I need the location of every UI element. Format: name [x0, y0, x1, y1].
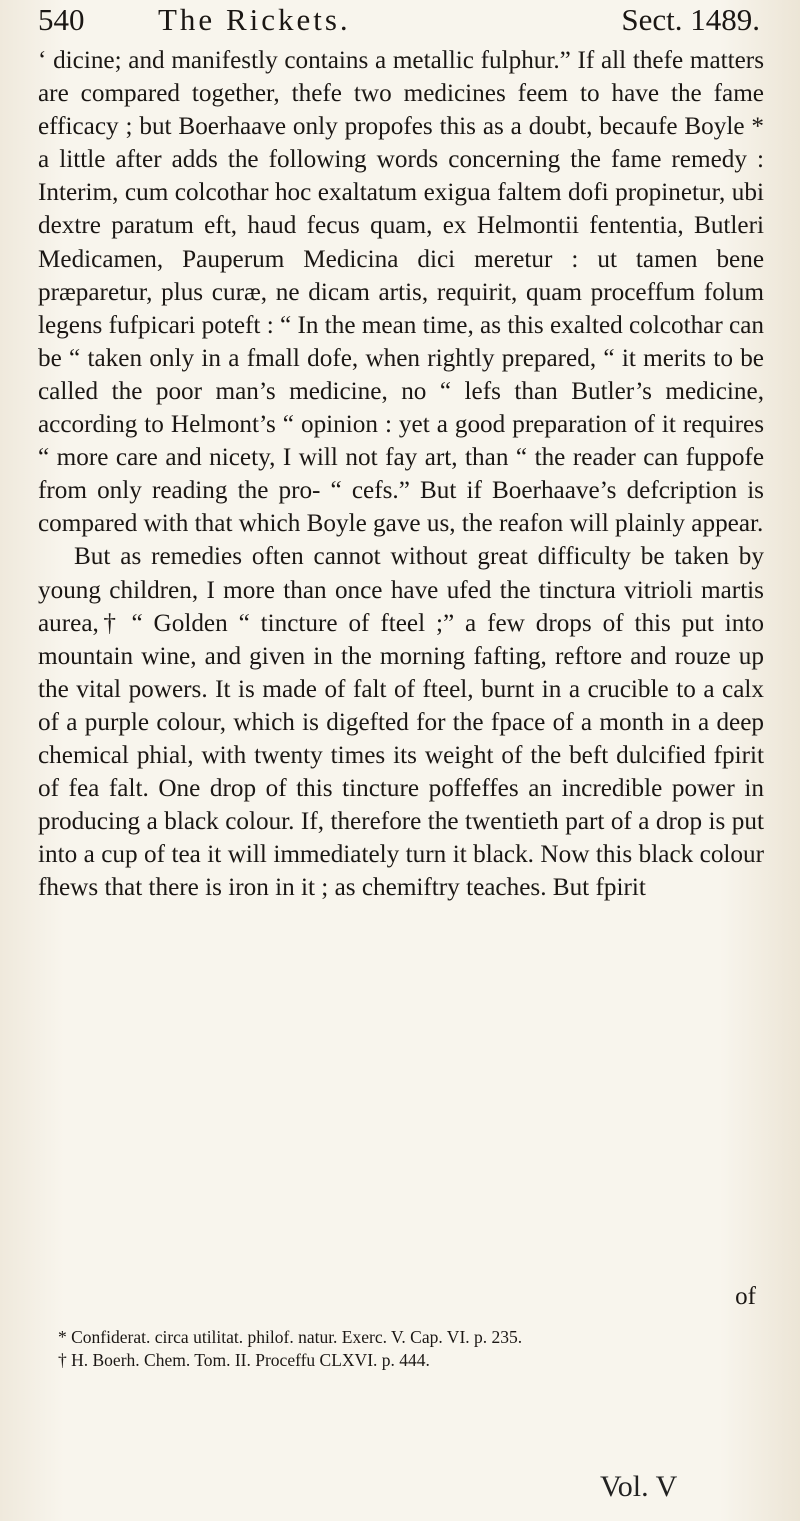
page-number: 540	[38, 2, 85, 37]
running-title: The Rickets.	[158, 2, 351, 37]
running-header	[38, 0, 760, 40]
signature-mark: Vol. V	[600, 1470, 678, 1503]
footnote-divider	[38, 1320, 764, 1321]
footnotes	[58, 1326, 758, 1372]
footnote-boyle: * Confiderat. circa utilitat. philof. natur. Exerc. V. Cap. VI. p. 235.	[58, 1327, 523, 1347]
catchword: of	[735, 1283, 756, 1310]
footnote-boerhaave: † H. Boerh. Chem. Tom. II. Proceffu CLXVI. p. 444.	[58, 1350, 430, 1370]
paragraph-continued: ‘ dicine; and manifestly contains a metallic fulphur.” If all thefe matters are compared together, thefe two medicines feem to have the fame efficacy ; but Boerhaave only propofes this as a doubt, becaufe Boyle * a little after adds the following words concerning the fame remedy : Interim, cum colcothar hoc exaltatum exigua faltem dofi propinetur, ubi dextre paratum eft, haud fecus quam, ex Helmontii fententia, Butleri Medicamen, Pauperum Medicina dici meretur : ut tamen bene præparetur, plus curæ, ne dicam artis, requirit, quam proceffum folum legens fufpicari poteft : “ In the mean time, as this exalted colcothar can be “ taken only in a fmall dofe, when rightly prepared, “ it merits to be called the poor man’s medicine, no “ lefs than Butler’s medicine, according to Helmont’s “ opinion : yet a good preparation of it requires “ more care and nicety, I will not fay art, than “ the reader can fuppofe from only reading the pro- “ cefs.” But if Boerhaave’s defcription is compared with that which Boyle gave us, the reafon will plainly appear.	[38, 47, 764, 538]
section-number: Sect. 1489.	[621, 2, 760, 37]
paragraph-tincture: But as remedies often cannot without great difficulty be taken by young children, I more than once have ufed the tinctura vitrioli martis aurea,† “ Golden “ tincture of fteel ;” a few drops of this put into mountain wine, and given in the morning fafting, reftore and rouze up the vital powers. It is made of falt of fteel, burnt in a crucible to a calx of a purple colour, which is digefted for the fpace of a month in a deep chemical phial, with twenty times its weight of the beft dulcified fpirit of fea falt. One drop of this tincture poffeffes an incredible power in producing a black colour. If, therefore the twentieth part of a drop is put into a cup of tea it will immediately turn it black. Now this black colour fhews that there is iron in it ; as chemiftry teaches. But fpirit	[38, 543, 764, 902]
body-text	[38, 44, 764, 904]
